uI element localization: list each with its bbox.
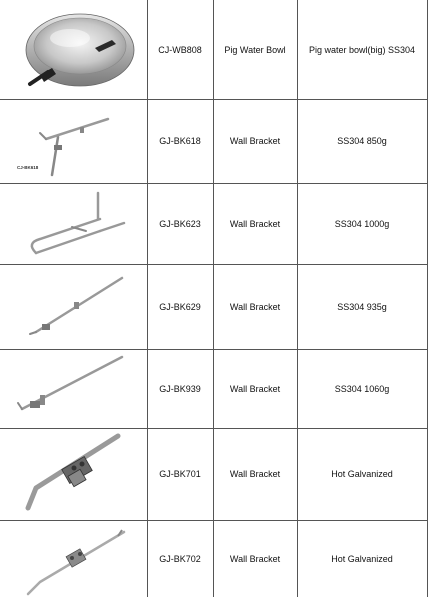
wall-bracket-icon	[0, 349, 147, 428]
product-name: Wall Bracket	[229, 383, 281, 394]
clamp-bracket-icon	[0, 520, 147, 597]
product-spec: SS304 850g	[337, 136, 387, 146]
wall-bracket-icon	[0, 183, 147, 264]
table-row	[0, 264, 428, 349]
product-name: Wall Bracket	[229, 218, 281, 229]
product-code: GJ-BK939	[159, 383, 201, 394]
table-row	[0, 428, 428, 520]
table-row	[0, 99, 428, 183]
wall-bracket-icon	[0, 264, 147, 349]
product-spec: SS304 1000g	[334, 218, 390, 229]
product-spec: Hot Galvanized	[331, 469, 393, 479]
wall-bracket-icon	[0, 99, 147, 183]
product-spec: Pig water bowl(big) SS304	[308, 44, 416, 55]
table-row	[0, 183, 428, 264]
product-code: GJ-BK623	[159, 218, 201, 229]
product-code: GJ-BK701	[159, 469, 201, 479]
product-code: GJ-BK629	[159, 301, 201, 312]
product-name: Wall Bracket	[229, 136, 281, 146]
product-name: Wall Bracket	[229, 553, 281, 564]
product-code: CJ-WB808	[158, 44, 202, 55]
product-name: Pig Water Bowl	[224, 44, 286, 55]
product-code: GJ-BK618	[159, 136, 201, 146]
table-row	[0, 349, 428, 428]
product-code: GJ-BK702	[159, 553, 201, 564]
image-caption: CJ-BK618	[17, 165, 39, 170]
product-spec: Hot Galvanized	[331, 553, 393, 564]
clamp-bracket-icon	[0, 428, 147, 520]
product-name: Wall Bracket	[229, 469, 281, 479]
product-spec: SS304 1060g	[334, 383, 390, 394]
table-row	[0, 0, 428, 99]
product-spec: SS304 935g	[337, 301, 387, 312]
product-name: Wall Bracket	[229, 301, 281, 312]
table-row	[0, 520, 428, 597]
water-bowl-icon	[0, 0, 147, 99]
